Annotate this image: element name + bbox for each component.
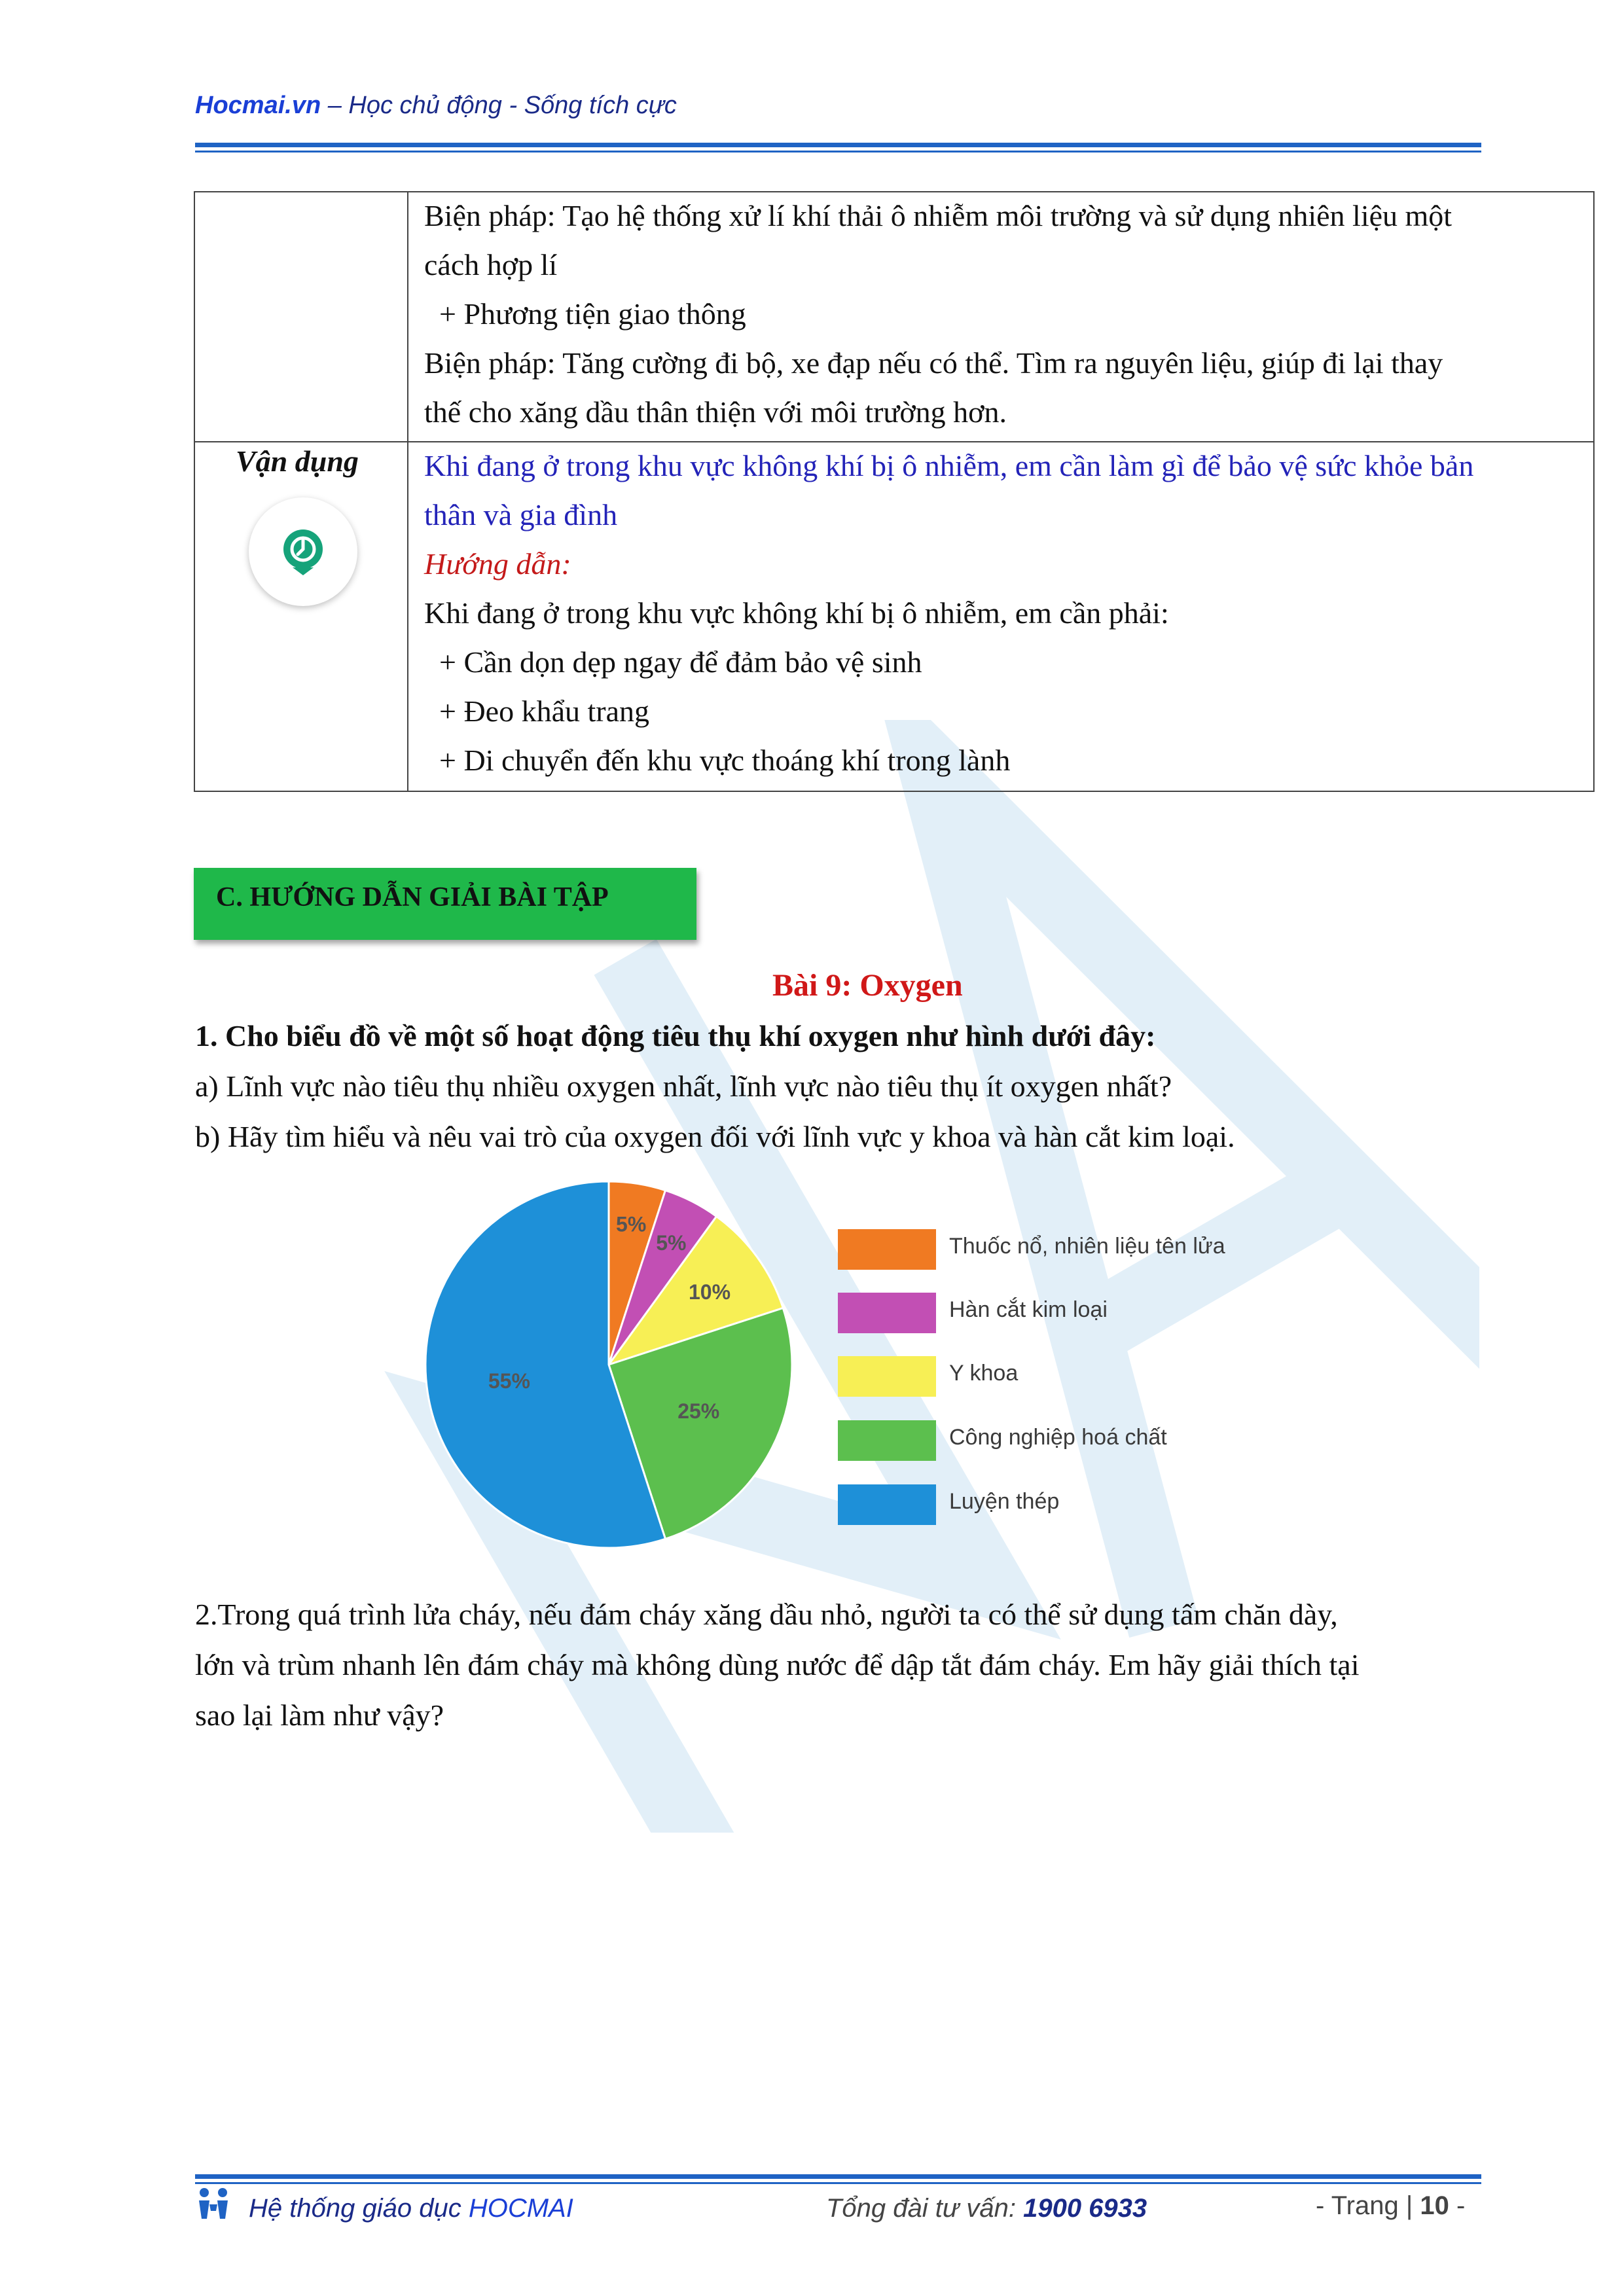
- footer-hotline: [826, 2194, 1147, 2223]
- hotline-number[interactable]: 1900 6933: [1023, 2194, 1147, 2223]
- page-number: [1316, 2191, 1465, 2221]
- header-brand: [195, 92, 677, 120]
- application-question: Khi đang ở trong khu vực không khí bị ô nhiễm, em cần làm gì để bảo vệ sức khỏe bản: [424, 449, 1474, 482]
- header-rule: [195, 143, 1481, 147]
- legend-swatch: [838, 1229, 936, 1270]
- legend-label: Công nghiệp hoá chất: [949, 1425, 1167, 1450]
- answer-line: + Di chuyển đến khu vực thoáng khí trong lành: [424, 744, 1011, 777]
- legend-swatch: [838, 1484, 936, 1525]
- footer-brand[interactable]: HOCMAI: [468, 2194, 573, 2223]
- question-2-line: 2.Trong quá trình lửa cháy, nếu đám cháy xăng dầu nhỏ, người ta có thể sử dụng tấm chăn dày,: [195, 1598, 1338, 1631]
- brand-slogan: – Học chủ động - Sống tích cực: [321, 92, 677, 119]
- question-1-a: a) Lĩnh vực nào tiêu thụ nhiều oxygen nhất, lĩnh vực nào tiêu thụ ít oxygen nhất?: [195, 1069, 1172, 1103]
- footer-system: [249, 2194, 573, 2223]
- answer-line: Khi đang ở trong khu vực không khí bị ô nhiễm, em cần phải:: [424, 596, 1169, 630]
- pie-slice-label: 5%: [616, 1212, 647, 1236]
- table-line: + Phương tiện giao thông: [424, 297, 746, 331]
- oxygen-usage-pie-chart: [412, 1168, 805, 1561]
- application-question: thân và gia đình: [424, 498, 618, 531]
- section-c-title: C. HƯỚNG DẪN GIẢI BÀI TẬP: [216, 882, 609, 912]
- lesson-title: Bài 9: Oxygen: [772, 968, 963, 1003]
- table-column-divider: [407, 191, 408, 792]
- pie-slice-label: 10%: [689, 1280, 731, 1304]
- footer-rule: [195, 2174, 1481, 2179]
- answer-line: + Cần dọn dẹp ngay để đảm bảo vệ sinh: [424, 645, 922, 679]
- lightbulb-head-icon: [278, 527, 328, 577]
- legend-label: Luyện thép: [949, 1489, 1060, 1514]
- page-suffix: -: [1449, 2191, 1466, 2220]
- question-2-line: lớn và trùm nhanh lên đám cháy mà không dùng nước để dập tắt đám cháy. Em hãy giải thích tại: [195, 1648, 1360, 1681]
- page-prefix: - Trang |: [1316, 2191, 1420, 2220]
- activity-table: [194, 191, 1595, 792]
- van-dung-label: Vận dụng: [236, 444, 359, 478]
- footer-rule-thin: [195, 2182, 1481, 2184]
- legend-swatch: [838, 1356, 936, 1397]
- answer-line: + Đeo khẩu trang: [424, 694, 650, 728]
- table-line: thế cho xăng dầu thân thiện với môi trường hơn.: [424, 395, 1007, 429]
- legend-label: Y khoa: [949, 1361, 1019, 1386]
- legend-swatch: [838, 1293, 936, 1333]
- page-number-value: 10: [1420, 2191, 1449, 2220]
- hotline-label: Tổng đài tư vấn:: [826, 2194, 1024, 2223]
- legend-swatch: [838, 1420, 936, 1461]
- question-1-b: b) Hãy tìm hiểu và nêu vai trò của oxygen đối với lĩnh vực y khoa và hàn cắt kim loại.: [195, 1120, 1235, 1153]
- pie-slice-label: 5%: [656, 1230, 687, 1255]
- hocmai-logo-icon: [195, 2185, 232, 2221]
- question-1-title: 1. Cho biểu đồ về một số hoạt động tiêu thụ khí oxygen như hình dưới đây:: [195, 1019, 1156, 1052]
- table-line: Biện pháp: Tăng cường đi bộ, xe đạp nếu có thể. Tìm ra nguyên liệu, giúp đi lại thay: [424, 346, 1443, 380]
- footer-system-prefix: Hệ thống giáo dục: [249, 2194, 469, 2223]
- header-rule-thin: [195, 151, 1481, 152]
- pie-slice-label: 25%: [677, 1399, 720, 1423]
- guide-label: Hướng dẫn:: [424, 547, 571, 581]
- brand-name[interactable]: Hocmai.vn: [195, 92, 321, 119]
- question-2-line: sao lại làm như vậy?: [195, 1698, 444, 1732]
- legend-label: Thuốc nổ, nhiên liệu tên lửa: [949, 1234, 1225, 1259]
- legend-label: Hàn cắt kim loại: [949, 1297, 1108, 1322]
- pie-slice-label: 55%: [488, 1369, 530, 1393]
- table-line: cách hợp lí: [424, 248, 558, 281]
- table-line: Biện pháp: Tạo hệ thống xử lí khí thải ô nhiễm môi trường và sử dụng nhiên liệu một: [424, 199, 1453, 232]
